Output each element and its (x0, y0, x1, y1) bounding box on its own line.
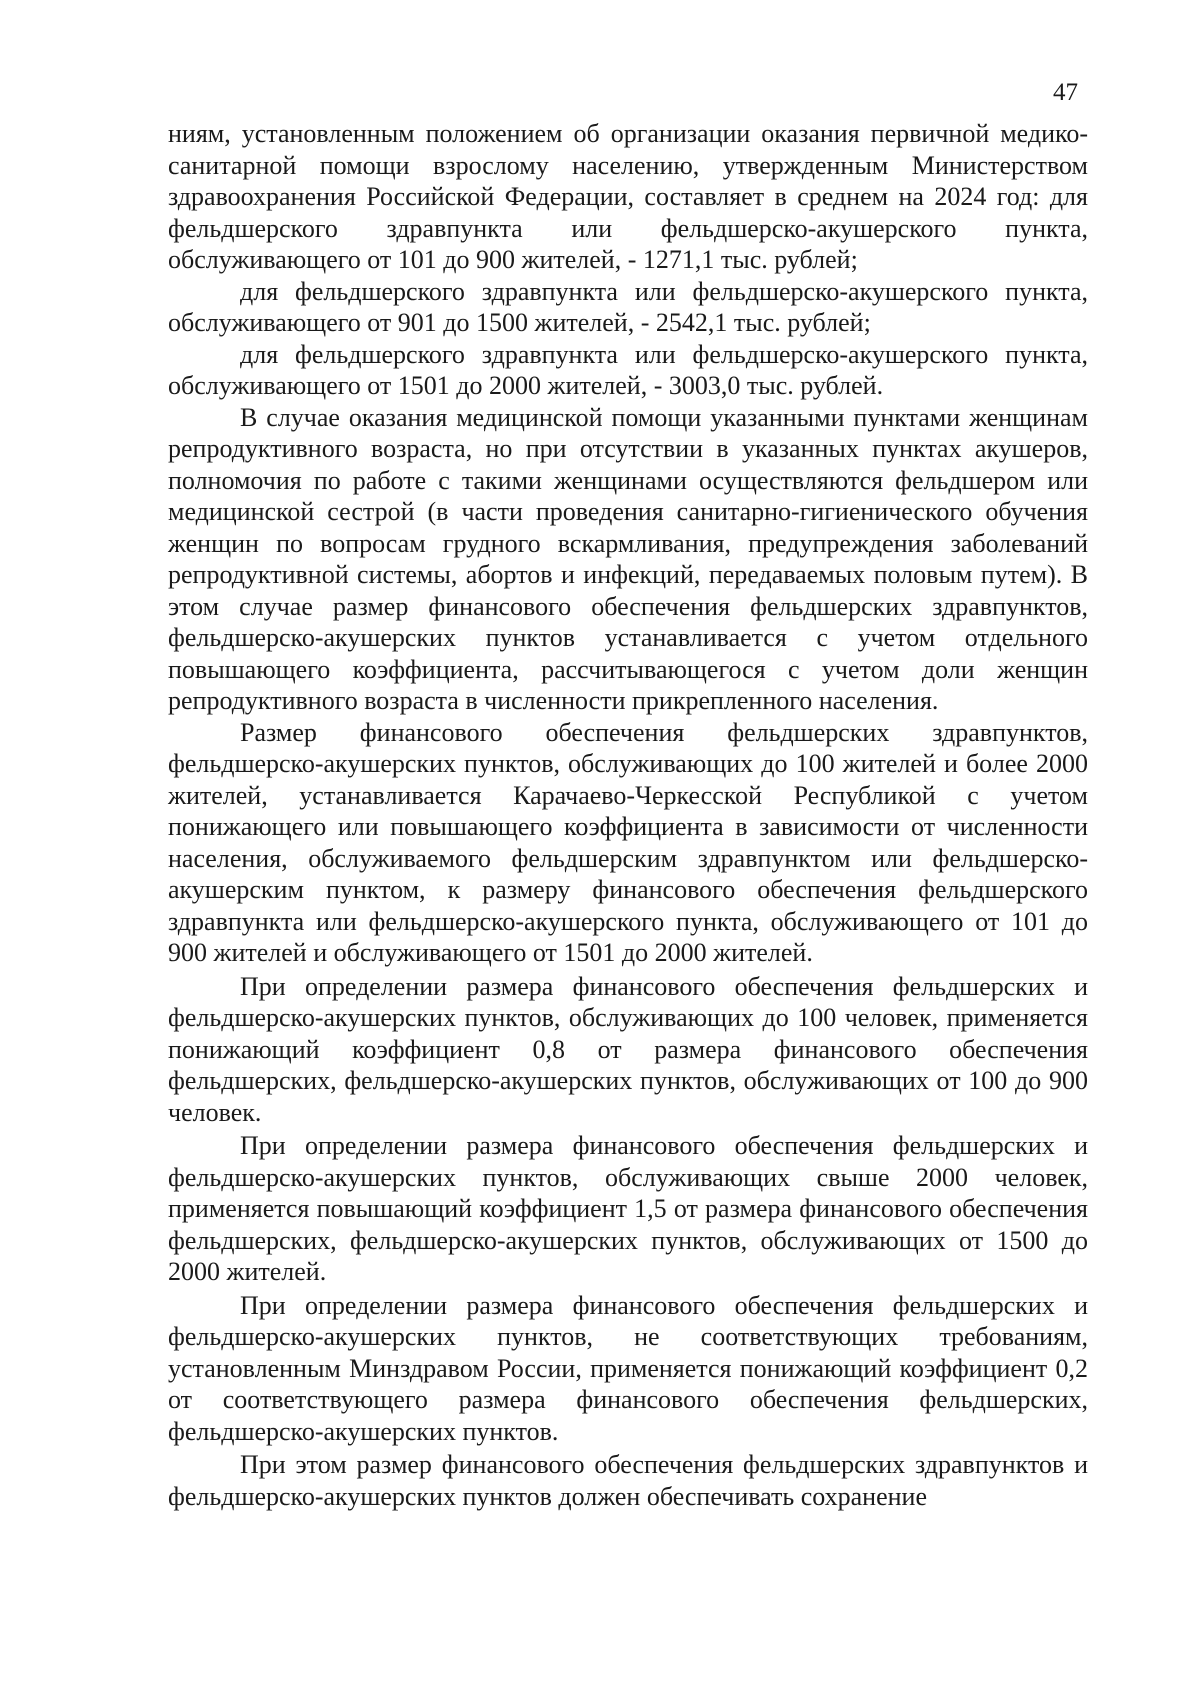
paragraph: При определении размера финансового обеспечения фельдшерских и фельдшерско-акушерских пунктов, обслуживающих свыше 2000 человек, применяется повышающий коэффициент 1,5 от размера финансового обеспечения фельдшерских, фельдшерско-акушерских пунктов, обслуживающих от 1500 до 2000 жителей. (168, 1131, 1088, 1286)
paragraph: для фельдшерского здравпункта или фельдшерско-акушерского пункта, обслуживающего от 901 до 1500 жителей, - 2542,1 тыс. рублей; (168, 276, 1088, 337)
page-number: 47 (1053, 79, 1078, 106)
paragraph: Размер финансового обеспечения фельдшерских здравпунктов, фельдшерско-акушерских пунктов, обслуживающих до 100 жителей и более 2000 жителей, устанавливается Карачаево-Черкесской Республикой с учетом понижающего или повышающего коэффициента в зависимости от численности населения, обслуживаемого фельдшерским здравпунктом или фельдшерско-акушерским пунктом, к размеру финансового обеспечения фельдшерского здравпункта или фельдшерско-акушерского пункта, обслуживающего от 101 до 900 жителей и обслуживающего от 1501 до 2000 жителей. (168, 717, 1088, 967)
document-body (168, 118, 1088, 1512)
paragraph: для фельдшерского здравпункта или фельдшерско-акушерского пункта, обслуживающего от 1501 до 2000 жителей, - 3003,0 тыс. рублей. (168, 339, 1088, 400)
paragraph: При этом размер финансового обеспечения фельдшерских здравпунктов и фельдшерско-акушерских пунктов должен обеспечивать сохранение (168, 1450, 1088, 1511)
paragraph: В случае оказания медицинской помощи указанными пунктами женщинам репродуктивного возраста, но при отсутствии в указанных пунктах акушеров, полномочия по работе с такими женщинами осуществляются фельдшером или медицинской сестрой (в части проведения санитарно-гигиенического обучения женщин по вопросам грудного вскармливания, предупреждения заболеваний репродуктивной системы, абортов и инфекций, передаваемых половым путем). В этом случае размер финансового обеспечения фельдшерских здравпунктов, фельдшерско-акушерских пунктов устанавливается с учетом отдельного повышающего коэффициента, рассчитывающегося с учетом доли женщин репродуктивного возраста в численности прикрепленного населения. (168, 402, 1088, 715)
paragraph: ниям, установленным положением об организации оказания первичной медико-санитарной помощи взрослому населению, утвержденным Министерством здравоохранения Российской Федерации, составляет в среднем на 2024 год: для фельдшерского здравпункта или фельдшерско-акушерского пункта, обслуживающего от 101 до 900 жителей, - 1271,1 тыс. рублей; (168, 119, 1088, 274)
paragraph: При определении размера финансового обеспечения фельдшерских и фельдшерско-акушерских пунктов, обслуживающих до 100 человек, применяется понижающий коэффициент 0,8 от размера финансового обеспечения фельдшерских, фельдшерско-акушерских пунктов, обслуживающих от 100 до 900 человек. (168, 971, 1088, 1127)
paragraph: При определении размера финансового обеспечения фельдшерских и фельдшерско-акушерских пунктов, не соответствующих требованиям, установленным Минздравом России, применяется понижающий коэффициент 0,2 от соответствующего размера финансового обеспечения фельдшерских, фельдшерско-акушерских пунктов. (168, 1290, 1088, 1446)
